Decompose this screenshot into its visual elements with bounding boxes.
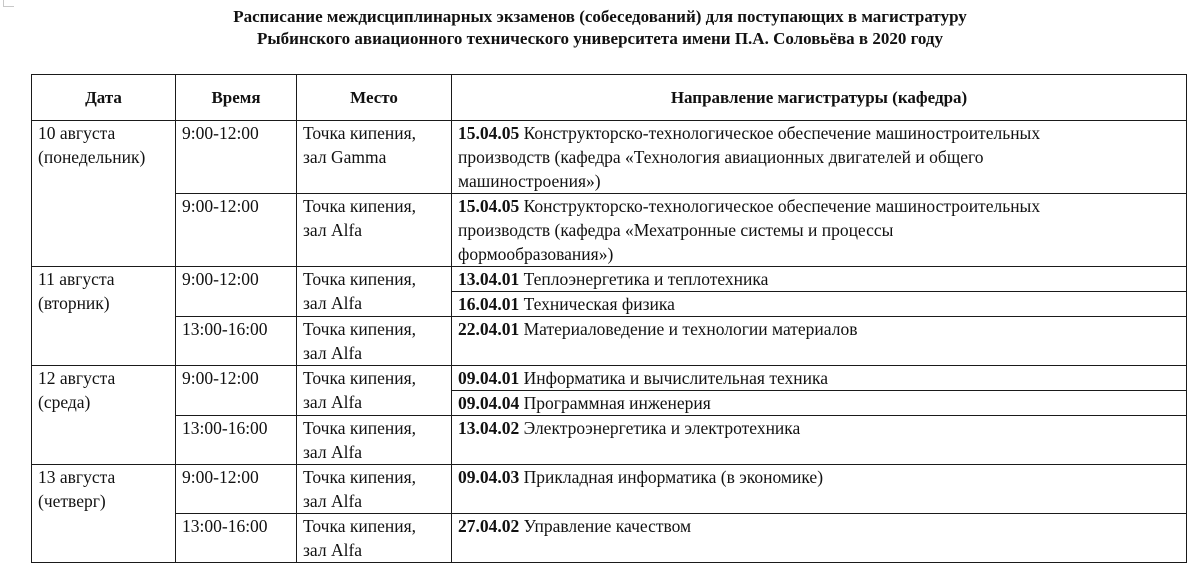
table-row (32, 267, 1187, 292)
direction-code: 15.04.05 (458, 123, 520, 143)
direction-cell (452, 465, 1187, 514)
direction-cell (452, 267, 1187, 292)
direction-code: 16.04.01 (458, 294, 520, 314)
table-row (32, 317, 1187, 366)
direction-text: формообразования») (458, 244, 614, 264)
time-cell: 13:00-16:00 (176, 514, 297, 563)
place-cell (297, 465, 452, 514)
date-weekday: (среда) (38, 392, 91, 412)
direction-text: Техническая физика (519, 294, 675, 314)
direction-cell (452, 514, 1187, 563)
direction-text: Конструкторско-технологическое обеспечение машиностроительных (519, 123, 1041, 143)
place-venue: Точка кипения, (303, 319, 417, 339)
place-venue: Точка кипения, (303, 418, 417, 438)
direction-text: Электроэнергетика и электротехника (519, 418, 801, 438)
place-venue: Точка кипения, (303, 123, 417, 143)
place-cell (297, 194, 452, 267)
date-cell (32, 465, 176, 563)
place-venue: Точка кипения, (303, 467, 417, 487)
table-row (32, 366, 1187, 391)
direction-text: Материаловедение и технологии материалов (519, 319, 858, 339)
time-cell: 9:00-12:00 (176, 194, 297, 267)
place-hall: зал Alfa (303, 392, 363, 412)
header-place: Место (297, 75, 452, 121)
date-cell (32, 121, 176, 267)
place-cell (297, 121, 452, 194)
time-cell: 9:00-12:00 (176, 267, 297, 317)
direction-text: Управление качеством (519, 516, 692, 536)
table-header-row (32, 75, 1187, 121)
direction-text: Программная инженерия (519, 393, 711, 413)
place-hall: зал Gamma (303, 147, 387, 167)
time-cell: 13:00-16:00 (176, 317, 297, 366)
place-hall: зал Alfa (303, 343, 363, 363)
direction-text: Информатика и вычислительная техника (519, 368, 829, 388)
date-day: 10 августа (38, 123, 116, 143)
direction-code: 27.04.02 (458, 516, 520, 536)
time-cell: 9:00-12:00 (176, 465, 297, 514)
date-day: 11 августа (38, 269, 115, 289)
direction-cell (452, 317, 1187, 366)
table-row (32, 121, 1187, 194)
place-hall: зал Alfa (303, 442, 363, 462)
place-cell (297, 416, 452, 465)
document-title (0, 6, 1200, 50)
place-venue: Точка кипения, (303, 368, 417, 388)
time-cell: 9:00-12:00 (176, 121, 297, 194)
date-weekday: (четверг) (38, 491, 106, 511)
place-cell (297, 514, 452, 563)
direction-code: 22.04.01 (458, 319, 520, 339)
time-cell: 9:00-12:00 (176, 366, 297, 416)
date-day: 12 августа (38, 368, 116, 388)
place-venue: Точка кипения, (303, 516, 417, 536)
table-row (32, 465, 1187, 514)
place-cell (297, 267, 452, 317)
place-venue: Точка кипения, (303, 196, 417, 216)
direction-text: машиностроения») (458, 171, 601, 191)
date-weekday: (вторник) (38, 293, 110, 313)
title-line-1: Расписание междисциплинарных экзаменов (собеседований) для поступающих в магистратуру (233, 7, 967, 26)
exam-schedule-table (31, 74, 1187, 563)
direction-cell (452, 366, 1187, 391)
direction-cell (452, 121, 1187, 194)
place-hall: зал Alfa (303, 540, 363, 560)
direction-cell (452, 416, 1187, 465)
header-direction: Направление магистратуры (кафедра) (452, 75, 1187, 121)
direction-text: производств (кафедра «Технология авиационных двигателей и общего (458, 147, 984, 167)
header-date: Дата (32, 75, 176, 121)
direction-text: Теплоэнергетика и теплотехника (519, 269, 769, 289)
direction-code: 13.04.01 (458, 269, 520, 289)
date-weekday: (понедельник) (38, 147, 146, 167)
header-time: Время (176, 75, 297, 121)
place-cell (297, 366, 452, 416)
date-cell (32, 366, 176, 465)
place-hall: зал Alfa (303, 220, 363, 240)
direction-code: 13.04.02 (458, 418, 520, 438)
place-hall: зал Alfa (303, 293, 363, 313)
place-hall: зал Alfa (303, 491, 363, 511)
direction-code: 09.04.01 (458, 368, 520, 388)
title-line-2: Рыбинского авиационного технического университета имени П.А. Соловьёва в 2020 году (257, 29, 943, 48)
direction-text: Прикладная информатика (в экономике) (519, 467, 824, 487)
direction-cell (452, 194, 1187, 267)
place-venue: Точка кипения, (303, 269, 417, 289)
time-cell: 13:00-16:00 (176, 416, 297, 465)
date-cell (32, 267, 176, 366)
direction-code: 15.04.05 (458, 196, 520, 216)
direction-code: 09.04.03 (458, 467, 520, 487)
table-row (32, 416, 1187, 465)
direction-text: Конструкторско-технологическое обеспечение машиностроительных (519, 196, 1041, 216)
place-cell (297, 317, 452, 366)
direction-code: 09.04.04 (458, 393, 520, 413)
direction-cell (452, 391, 1187, 416)
table-row (32, 194, 1187, 267)
table-row (32, 514, 1187, 563)
date-day: 13 августа (38, 467, 116, 487)
direction-text: производств (кафедра «Мехатронные системы и процессы (458, 220, 894, 240)
direction-cell (452, 292, 1187, 317)
